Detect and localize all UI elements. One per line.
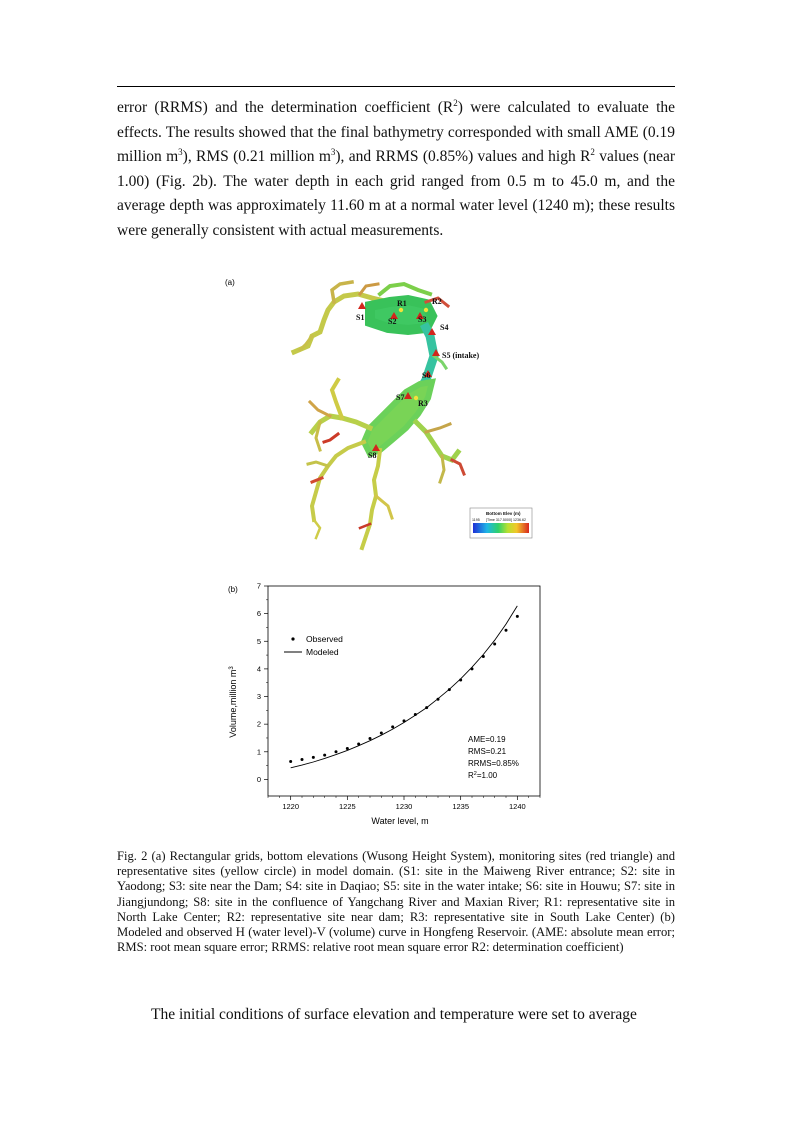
site-r2-label: R2 xyxy=(432,297,442,306)
observed-point xyxy=(289,760,292,763)
observed-point xyxy=(414,713,417,716)
stats-annotation: AME=0.19 xyxy=(468,735,506,744)
x-tick-label: 1230 xyxy=(395,802,413,811)
figure-caption: Fig. 2 (a) Rectangular grids, bottom elevations (Wusong Height System), monitoring sites (red triangle) and representative sites (yellow circle) in model domain. (S1: site in the Maiweng River entrance; S2: site in Yaodong; S3: site near the Dam; S4: site in Daqiao; S5: site in the water intake; S6: site in Houwu; S7: site in Jiangjundong; S8: site in the confluence of Yangchang River and Maxian River; R1: representative site in North Lake Center; R2: representative site near dam; R3: representative site in South Lake Center) (b) Modeled and observed H (water level)-V (volume) curve in Hongfeng Reservoir. (AME: absolute mean error; RMS: root mean square error; RRMS: relative root mean square error R2: determination coefficient) xyxy=(117,849,675,955)
observed-point xyxy=(312,756,315,759)
site-s7-label: S7 xyxy=(396,393,405,402)
site-r3-label: R3 xyxy=(418,399,428,408)
site-s1-marker xyxy=(358,302,366,309)
observed-point xyxy=(369,737,372,740)
site-r1-marker xyxy=(399,308,403,312)
legend-observed-label: Observed xyxy=(306,634,343,644)
observed-point xyxy=(301,758,304,761)
panel-label-b: (b) xyxy=(228,585,238,594)
y-tick-label: 5 xyxy=(256,636,261,646)
y-tick-label: 3 xyxy=(256,692,261,702)
site-s2-label: S2 xyxy=(388,317,397,326)
observed-point xyxy=(493,643,496,646)
stats-annotation: RRMS=0.85% xyxy=(468,759,519,768)
observed-point xyxy=(471,667,474,670)
observed-point xyxy=(448,688,451,691)
site-r1-label: R1 xyxy=(397,299,407,308)
site-s1-label: S1 xyxy=(356,313,365,322)
legend-zone: [Time 317.5000] xyxy=(486,518,512,522)
plot-area xyxy=(257,582,540,812)
observed-point xyxy=(437,698,440,701)
observed-point xyxy=(346,747,349,750)
observed-point xyxy=(335,750,338,753)
legend-min: 1195 xyxy=(472,518,480,522)
stats-annotation-r2: $R^2=1.00$ xyxy=(468,771,498,780)
legend-max: 1236.62 xyxy=(513,518,526,522)
y-tick-label: 6 xyxy=(256,609,261,619)
x-tick-label: 1220 xyxy=(282,802,300,811)
legend-modeled-label: Modeled xyxy=(306,647,339,657)
observed-point xyxy=(505,629,508,632)
site-s6-label: S6 xyxy=(422,371,431,380)
figure-b-chart xyxy=(220,578,550,832)
y-tick-label: 0 xyxy=(256,774,261,784)
site-s8-label: S8 xyxy=(368,451,377,460)
observed-point xyxy=(403,719,406,722)
observed-point xyxy=(323,754,326,757)
site-s4-label: S4 xyxy=(440,323,449,332)
y-tick-label: 2 xyxy=(256,719,261,729)
observed-point xyxy=(459,678,462,681)
y-axis-label: Volume,million $m^3$ xyxy=(228,666,238,738)
observed-point xyxy=(482,655,485,658)
site-r2-marker xyxy=(424,308,428,312)
observed-point xyxy=(380,732,383,735)
legend-observed-marker xyxy=(291,637,294,640)
reservoir-outline xyxy=(294,282,464,548)
x-tick-label: 1235 xyxy=(452,802,470,811)
observed-point xyxy=(425,706,428,709)
panel-label-a: (a) xyxy=(225,278,235,287)
header-rule xyxy=(117,86,675,87)
site-s5-label: S5 (intake) xyxy=(442,351,480,360)
observed-point xyxy=(516,615,519,618)
x-axis-label: Water level, m xyxy=(371,816,429,826)
site-s3-label: S3 xyxy=(418,315,427,324)
legend-colorbar xyxy=(473,523,529,533)
observed-point xyxy=(357,743,360,746)
y-tick-label: 1 xyxy=(256,747,261,757)
observed-point xyxy=(391,725,394,728)
legend-title: Bottom Elev (m) xyxy=(486,511,521,516)
x-tick-label: 1240 xyxy=(508,802,526,811)
stats-annotation: RMS=0.21 xyxy=(468,747,507,756)
x-tick-label: 1225 xyxy=(338,802,356,811)
elevation-legend xyxy=(470,508,532,538)
bottom-paragraph: The initial conditions of surface elevation and temperature were set to average xyxy=(151,1006,637,1023)
top-paragraph: error (RRMS) and the determination coefficient $(R^2)$ were calculated to evaluate the effects. The results showed that the final bathymetry corresponded with small AME (0.19 million $m^3$), RMS (0.21 million $m^3$), and RRMS (0.85%) values and high $R^2$ values (near 1.00) (Fig. 2b). The water depth in each grid ranged from 0.5 m to 45.0 m, and the average depth was approximately 11.60 m at a normal water level (1240 m); these results were generally consistent with actual measurements. xyxy=(117,97,676,239)
y-tick-label: 7 xyxy=(256,581,261,591)
y-tick-label: 4 xyxy=(256,664,261,674)
figure-a-map xyxy=(220,272,550,564)
